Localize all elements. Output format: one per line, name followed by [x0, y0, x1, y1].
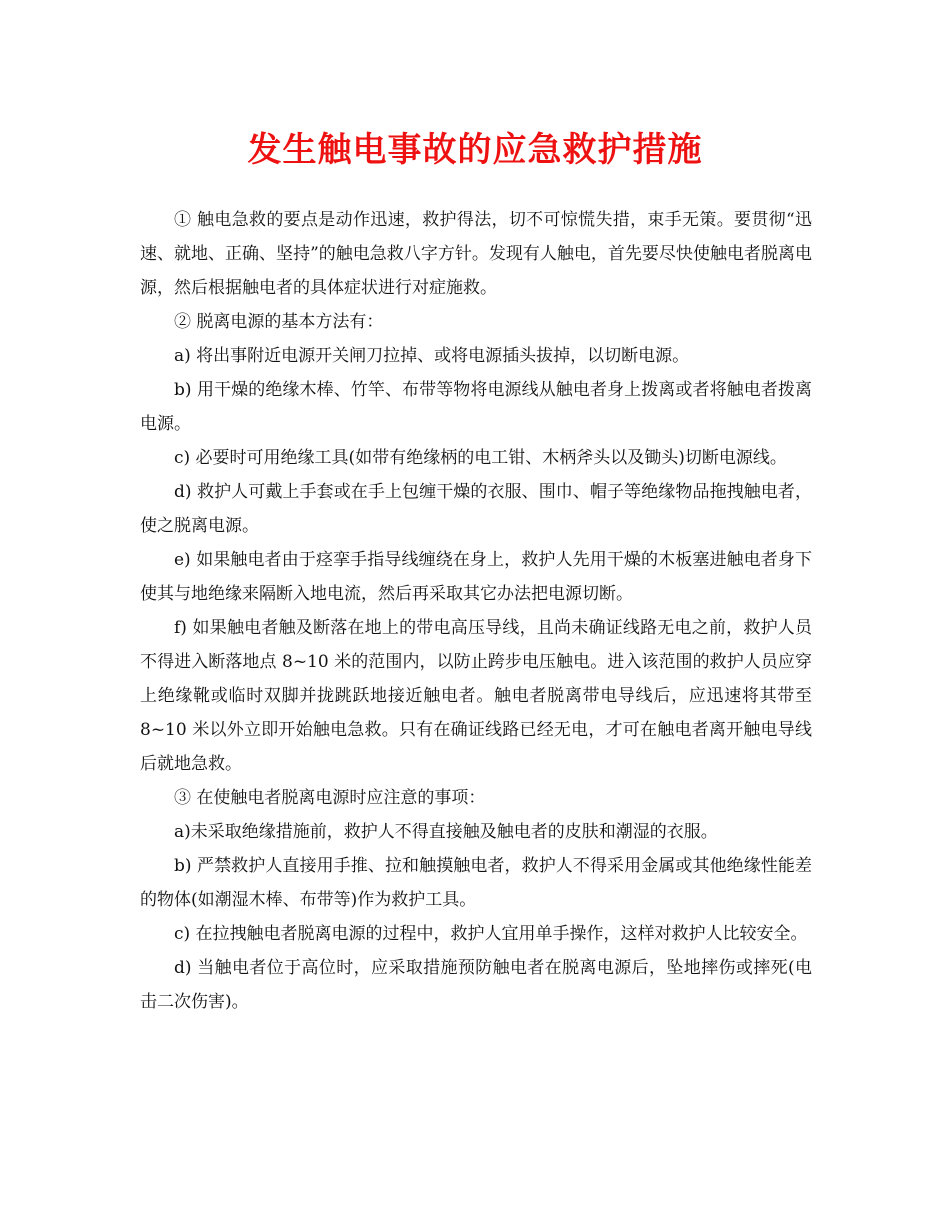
paragraph: c) 必要时可用绝缘工具(如带有绝缘柄的电工钳、木柄斧头以及锄头)切断电源线。: [174, 448, 787, 468]
paragraph: d) 救护人可戴上手套或在手上包缠干燥的衣服、围巾、帽子等绝缘物品拖拽触电者，使之脱离电源。: [140, 482, 812, 536]
paragraph: f) 如果触电者触及断落在地上的带电高压导线，且尚未确证线路无电之前，救护人员不得进入断落地点 8~10 米的范围内，以防止跨步电压触电。进入该范围的救护人员应穿上绝缘靴或临时双脚并拢跳跃地接近触电者。触电者脱离带电导线后，应迅速将其带至 8~10 米以外立即开始触电急救。只有在确证线路已经无电，才可在触电者离开触电导线后就地急救。: [140, 618, 812, 774]
paragraph: c) 在拉拽触电者脱离电源的过程中，救护人宜用单手操作，这样对救护人比较安全。: [174, 924, 808, 944]
paragraph: a)未采取绝缘措施前，救护人不得直接触及触电者的皮肤和潮湿的衣服。: [174, 822, 718, 842]
paragraph: a) 将出事附近电源开关闸刀拉掉、或将电源插头拔掉，以切断电源。: [174, 346, 690, 366]
paragraph: ① 触电急救的要点是动作迅速，救护得法，切不可惊慌失措，束手无策。要贯彻“迅速、就地、正确、坚持”的触电急救八字方针。发现有人触电，首先要尽快使触电者脱离电源，然后根据触电者的具体症状进行对症施救。: [140, 210, 812, 298]
paragraph: d) 当触电者位于高位时，应采取措施预防触电者在脱离电源后，坠地摔伤或摔死(电击二次伤害)。: [140, 958, 812, 1012]
paragraph: ② 脱离电源的基本方法有：: [174, 312, 384, 332]
paragraph: ③ 在使触电者脱离电源时应注意的事项：: [174, 788, 486, 808]
document-body: [140, 203, 812, 1019]
page-title: 发生触电事故的应急救护措施: [247, 130, 703, 170]
paragraph: b) 严禁救护人直接用手推、拉和触摸触电者，救护人不得采用金属或其他绝缘性能差的物体(如潮湿木棒、布带等)作为救护工具。: [140, 856, 812, 910]
paragraph: e) 如果触电者由于痉挛手指导线缠绕在身上，救护人先用干燥的木板塞进触电者身下使其与地绝缘来隔断入地电流，然后再采取其它办法把电源切断。: [140, 550, 812, 604]
paragraph: b) 用干燥的绝缘木棒、竹竿、布带等物将电源线从触电者身上拨离或者将触电者拨离电源。: [140, 380, 812, 434]
